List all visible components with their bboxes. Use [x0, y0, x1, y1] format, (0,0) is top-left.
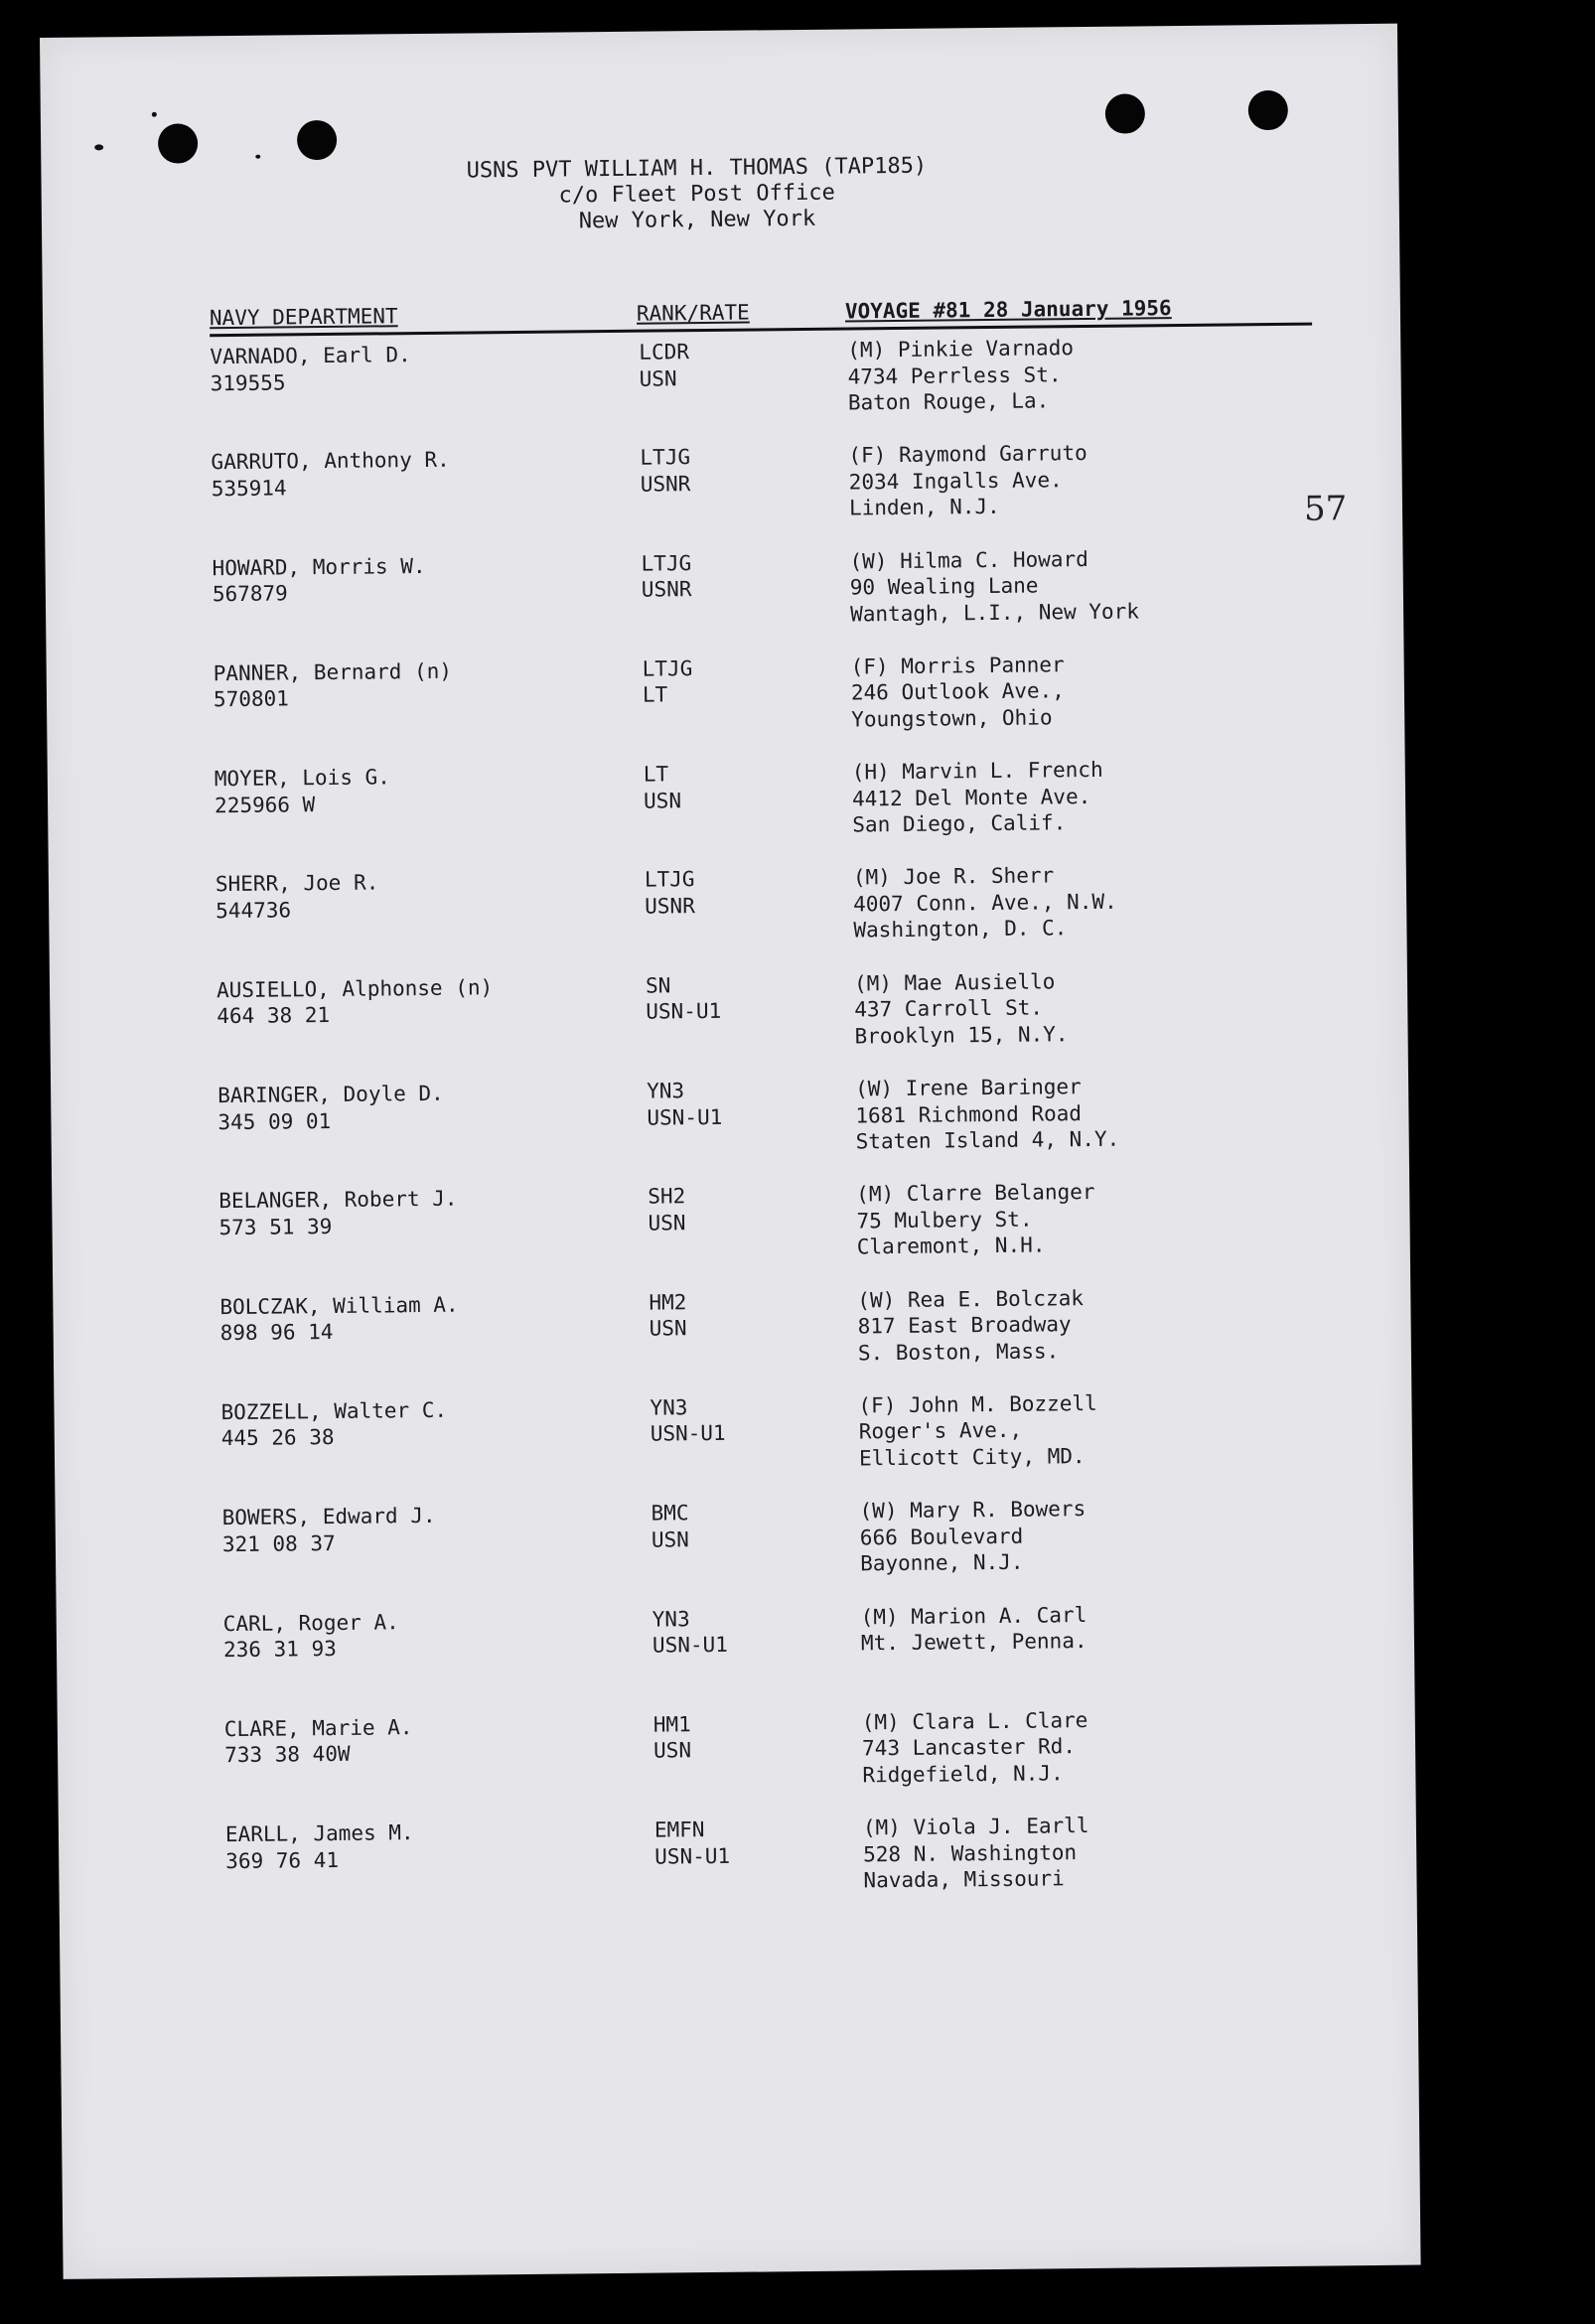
person-column: [211, 445, 619, 502]
address-line: Linden, N.J.: [848, 495, 1000, 520]
city-state: New York, New York: [578, 206, 816, 234]
next-of-kin-address: [859, 1494, 1317, 1577]
address-line: Navada, Missouri: [863, 1866, 1065, 1893]
rank-rate: LTJG: [640, 445, 691, 470]
rank-rate: EMFN: [653, 1817, 705, 1842]
rank-rate: LTJG: [642, 656, 693, 681]
address-line: 666 Boulevard: [859, 1524, 1024, 1550]
address-line: (M) Pinkie Varnado: [847, 336, 1075, 363]
person-name: MOYER, Lois G.: [214, 765, 390, 792]
rank-rate: HM1: [652, 1712, 691, 1737]
list-item: [217, 965, 1320, 1083]
rank-column: [646, 971, 825, 1026]
rank-column: [653, 1710, 833, 1765]
person-column: [224, 1712, 633, 1769]
person-name: BOZZELL, Walter C.: [220, 1397, 448, 1425]
person-column: [216, 867, 624, 924]
service-branch: USNR: [640, 471, 691, 497]
rank-rate: YN3: [650, 1395, 688, 1420]
address-line: (M) Clarre Belanger: [856, 1180, 1095, 1207]
address-line: (H) Marvin L. French: [851, 758, 1103, 785]
ship-name: USNS PVT WILLIAM H. THOMAS (TAP185): [466, 153, 928, 184]
address-line: San Diego, Calif.: [852, 810, 1067, 837]
rank-column: [639, 338, 818, 392]
column-headers: [210, 291, 1312, 338]
person-column: [223, 1606, 632, 1663]
service-number: 321 08 37: [221, 1530, 336, 1556]
person-column: [212, 551, 620, 608]
punch-hole: [158, 123, 198, 163]
address-line: 246 Outlook Ave.,: [850, 678, 1066, 705]
next-of-kin-address: [856, 1177, 1314, 1260]
list-item: [210, 333, 1313, 450]
person-name: BELANGER, Robert J.: [218, 1187, 458, 1214]
column-header-name: NAVY DEPARTMENT: [209, 304, 398, 331]
post-office: c/o Fleet Post Office: [558, 180, 835, 209]
service-number: 898 96 14: [219, 1320, 334, 1346]
next-of-kin-address: [854, 965, 1312, 1049]
address-line: 1681 Richmond Road: [855, 1100, 1083, 1128]
rank-column: [647, 1077, 826, 1131]
address-line: Ridgefield, N.J.: [862, 1761, 1064, 1788]
next-of-kin-address: [852, 755, 1310, 838]
address-line: 528 N. Washington: [863, 1839, 1078, 1867]
address-line: (F) Morris Panner: [850, 653, 1065, 679]
service-number: 236 31 93: [222, 1637, 337, 1663]
rank-column: [645, 865, 824, 920]
list-item: [215, 755, 1318, 872]
address-line: 4734 Perrless St.: [847, 362, 1062, 388]
service-number: 345 09 01: [218, 1108, 332, 1134]
person-column: [214, 656, 622, 713]
rank-rate: LT: [643, 762, 669, 787]
address-line: 437 Carroll St.: [854, 995, 1044, 1022]
person-column: [219, 1290, 628, 1347]
column-header-voyage: VOYAGE #81 28 January 1956: [844, 296, 1172, 324]
service-branch: LT: [642, 682, 668, 708]
service-branch: USN: [649, 1316, 687, 1341]
address-line: (W) Irene Baringer: [855, 1075, 1082, 1101]
service-number: 225966 W: [214, 792, 316, 817]
address-line: Brooklyn 15, N.Y.: [854, 1021, 1069, 1049]
person-name: EARLL, James M.: [224, 1820, 414, 1847]
service-branch: USN: [639, 365, 677, 391]
rank-rate: LTJG: [641, 550, 692, 576]
address-line: 2034 Ingalls Ave.: [848, 468, 1063, 495]
person-column: [218, 1184, 627, 1240]
document-page: [40, 24, 1421, 2279]
person-name: BOLCZAK, William A.: [219, 1292, 459, 1319]
address-line: 75 Mulbery St.: [856, 1207, 1033, 1234]
punch-hole: [1248, 90, 1288, 130]
address-line: Bayonne, N.J.: [860, 1549, 1024, 1576]
address-line: (W) Rea E. Bolczak: [857, 1285, 1085, 1313]
rank-column: [641, 548, 820, 603]
service-branch: USN-U1: [650, 1421, 726, 1447]
service-branch: USN-U1: [652, 1632, 728, 1658]
address-line: (M) Clara L. Clare: [861, 1707, 1088, 1735]
person-name: SHERR, Joe R.: [215, 870, 379, 897]
address-line: (M) Mae Ausiello: [853, 969, 1056, 996]
next-of-kin-address: [862, 1704, 1320, 1788]
speck-mark: [152, 112, 157, 117]
person-name: AUSIELLO, Alphonse (n): [216, 975, 494, 1002]
address-line: Staten Island 4, N.Y.: [855, 1126, 1120, 1154]
list-item: [219, 1282, 1323, 1399]
rank-rate: BMC: [651, 1501, 689, 1525]
service-branch: USN-U1: [647, 1104, 723, 1130]
list-item: [225, 1811, 1329, 1928]
service-branch: USN: [651, 1527, 689, 1552]
address-line: (M) Marion A. Carl: [860, 1602, 1088, 1629]
next-of-kin-address: [857, 1282, 1315, 1366]
punch-hole: [297, 120, 337, 160]
list-item: [221, 1494, 1325, 1611]
list-item: [211, 438, 1314, 555]
rank-column: [652, 1604, 832, 1659]
rank-column: [649, 1287, 828, 1342]
next-of-kin-address: [863, 1811, 1321, 1894]
service-number: 319555: [210, 369, 286, 395]
address-line: Wantagh, L.I., New York: [849, 599, 1140, 627]
address-line: Mt. Jewett, Penna.: [860, 1629, 1088, 1656]
rank-rate: YN3: [652, 1606, 690, 1632]
rank-rate: YN3: [647, 1079, 685, 1103]
address-line: (M) Viola J. Earll: [862, 1814, 1089, 1840]
person-name: PANNER, Bernard (n): [213, 658, 453, 686]
next-of-kin-address: [849, 543, 1307, 627]
list-item: [214, 649, 1317, 766]
rank-column: [640, 443, 819, 498]
rank-column: [654, 1816, 834, 1870]
person-column: [210, 340, 618, 396]
next-of-kin-address: [851, 650, 1309, 733]
person-column: [221, 1501, 630, 1557]
person-column: [217, 973, 625, 1030]
next-of-kin-address: [853, 860, 1311, 944]
person-column: [218, 1079, 626, 1135]
next-of-kin-address: [848, 438, 1306, 521]
address-line: (M) Joe R. Sherr: [852, 863, 1055, 890]
person-name: HOWARD, Morris W.: [212, 553, 426, 580]
rank-rate: SN: [645, 973, 671, 998]
service-branch: USNR: [641, 577, 692, 602]
address-line: (W) Hilma C. Howard: [849, 546, 1088, 574]
list-item: [223, 1599, 1327, 1716]
person-name: VARNADO, Earl D.: [210, 343, 411, 369]
service-number: 464 38 21: [217, 1003, 331, 1029]
punch-hole: [1105, 93, 1145, 133]
document-header: [398, 153, 995, 236]
address-line: (W) Mary R. Bowers: [859, 1497, 1087, 1524]
service-number: 445 26 38: [220, 1425, 335, 1451]
service-branch: USN: [648, 1211, 686, 1235]
next-of-kin-address: [861, 1599, 1319, 1657]
rank-rate: HM2: [649, 1289, 687, 1315]
person-name: CLARE, Marie A.: [223, 1715, 413, 1742]
service-branch: USNR: [645, 894, 695, 919]
list-item: [220, 1388, 1324, 1506]
rank-column: [648, 1182, 827, 1236]
service-branch: USN-U1: [646, 999, 722, 1024]
speck-mark: [255, 155, 260, 159]
service-branch: USN: [652, 1738, 692, 1763]
list-item: [212, 543, 1315, 660]
rank-rate: SH2: [648, 1184, 686, 1210]
address-line: 4007 Conn. Ave., N.W.: [853, 889, 1117, 917]
address-line: 743 Lancaster Rd.: [861, 1734, 1077, 1761]
address-line: Youngstown, Ohio: [851, 705, 1053, 732]
address-line: Washington, D. C.: [853, 916, 1068, 943]
person-name: BARINGER, Doyle D.: [218, 1081, 444, 1108]
service-branch: USN-U1: [654, 1843, 731, 1869]
service-number: 535914: [211, 476, 287, 502]
next-of-kin-address: [847, 333, 1305, 416]
next-of-kin-address: [858, 1388, 1316, 1472]
rank-rate: LTJG: [644, 867, 695, 893]
address-line: 90 Wealing Lane: [849, 573, 1039, 600]
service-number: 733 38 40W: [223, 1742, 351, 1768]
list-item: [218, 1177, 1322, 1294]
person-column: [215, 762, 623, 818]
person-column: [225, 1817, 634, 1874]
address-line: 817 East Broadway: [857, 1312, 1072, 1339]
address-line: (F) John M. Bozzell: [858, 1390, 1097, 1418]
person-column: [220, 1395, 629, 1452]
crew-list: [210, 333, 1329, 1928]
list-item: [218, 1072, 1321, 1189]
service-number: 369 76 41: [225, 1847, 340, 1873]
address-line: Roger's Ave.,: [858, 1418, 1023, 1444]
service-number: 567879: [212, 581, 288, 607]
rank-column: [644, 760, 823, 814]
rank-rate: LCDR: [639, 340, 690, 364]
address-line: Ellicott City, MD.: [858, 1444, 1086, 1471]
person-name: CARL, Roger A.: [222, 1609, 399, 1636]
page-number: 57: [1303, 489, 1348, 529]
service-number: 570801: [213, 686, 289, 712]
speck-mark: [94, 144, 103, 150]
rank-column: [650, 1393, 829, 1448]
service-number: 544736: [216, 898, 292, 924]
column-header-rank: RANK/RATE: [636, 300, 750, 326]
list-item: [216, 860, 1319, 977]
rank-column: [651, 1499, 830, 1553]
next-of-kin-address: [855, 1072, 1313, 1155]
person-name: BOWERS, Edward J.: [221, 1504, 436, 1530]
list-item: [224, 1704, 1328, 1821]
address-line: Claremont, N.H.: [856, 1233, 1046, 1259]
address-line: 4412 Del Monte Ave.: [851, 784, 1091, 811]
address-line: S. Boston, Mass.: [857, 1338, 1060, 1366]
service-number: 573 51 39: [218, 1214, 333, 1240]
service-branch: USN: [643, 788, 682, 813]
address-line: Baton Rouge, La.: [847, 388, 1050, 415]
person-name: GARRUTO, Anthony R.: [211, 447, 450, 475]
address-line: (F) Raymond Garruto: [848, 441, 1088, 468]
rank-column: [643, 654, 822, 709]
